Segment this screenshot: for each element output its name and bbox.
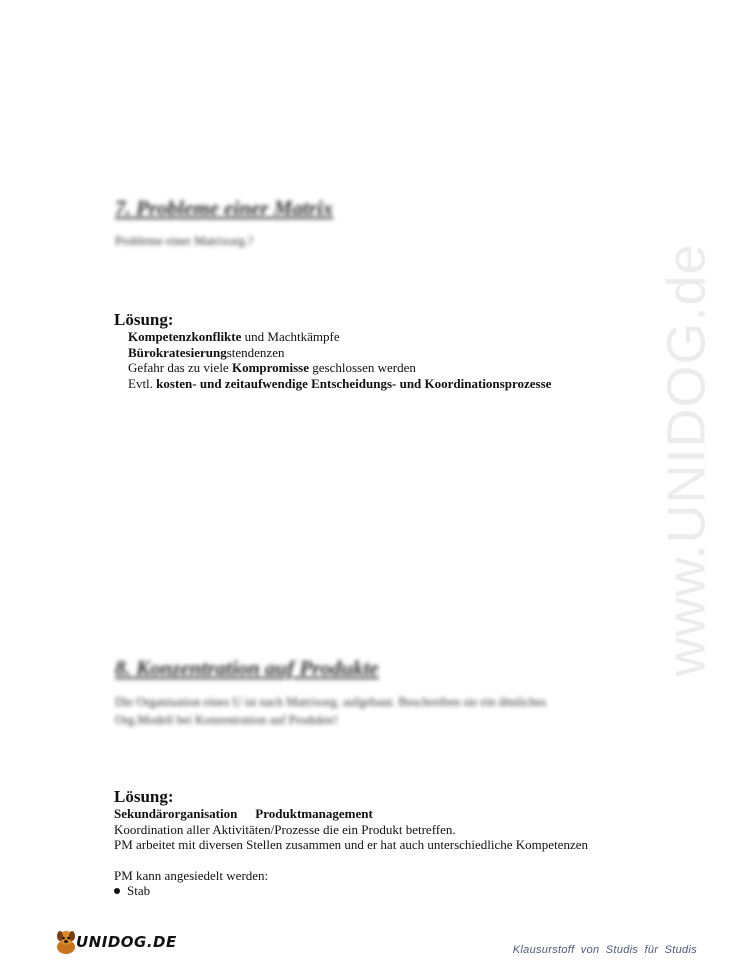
solution-line: Koordination aller Aktivitäten/Prozesse die ein Produkt betreffen. <box>114 821 456 837</box>
unidog-logo <box>52 927 177 957</box>
solution-subheading: Sekundärorganisation Produktmanagement <box>114 806 373 821</box>
section-7-question: Probleme einer Matrixorg.? <box>115 234 254 248</box>
solution-line: PM kann angesiedelt werden: <box>114 867 269 883</box>
question-line: Die Organisation eines U ist nach Matrixorg. aufgebaut. Beschreiben sie ein ähnliches <box>115 695 547 709</box>
watermark-text: www.UNIDOG.de <box>657 243 717 677</box>
section-8-heading: 8. Konzentration auf Produkte <box>115 656 379 680</box>
question-line: Org.Modell bei Konzentration auf Produkte! <box>115 713 338 727</box>
section-7-solution-list <box>128 329 551 391</box>
section-8-solution-body <box>114 806 588 899</box>
section-7-heading: 7. Probleme einer Matrix <box>115 196 334 220</box>
logo-text: UNIDOG.DE <box>76 933 177 951</box>
section-8-solution-label: Lösung: <box>114 787 174 806</box>
solution-line: Evtl. kosten- und zeitaufwendige Entscheidungs- und Koordinationsprozesse <box>128 375 552 391</box>
solution-line: Kompetenzkonflikte und Machtkämpfe <box>128 329 340 344</box>
bullet-icon <box>114 888 120 894</box>
watermark <box>572 243 750 677</box>
solution-line: PM arbeitet mit diversen Stellen zusammen und er hat auch unterschiedliche Kompetenzen <box>114 837 588 852</box>
solution-line: Bürokratesierungstendenzen <box>128 344 285 360</box>
footer-tagline: Klausurstoff von Studis für Studis <box>512 944 697 956</box>
solution-line: Gefahr das zu viele Kompromisse geschlossen werden <box>128 360 416 375</box>
dog-icon <box>52 928 80 956</box>
section-7-solution-label: Lösung: <box>114 310 174 329</box>
bullet-item: Stab <box>114 883 588 899</box>
section-8-question <box>115 693 615 729</box>
